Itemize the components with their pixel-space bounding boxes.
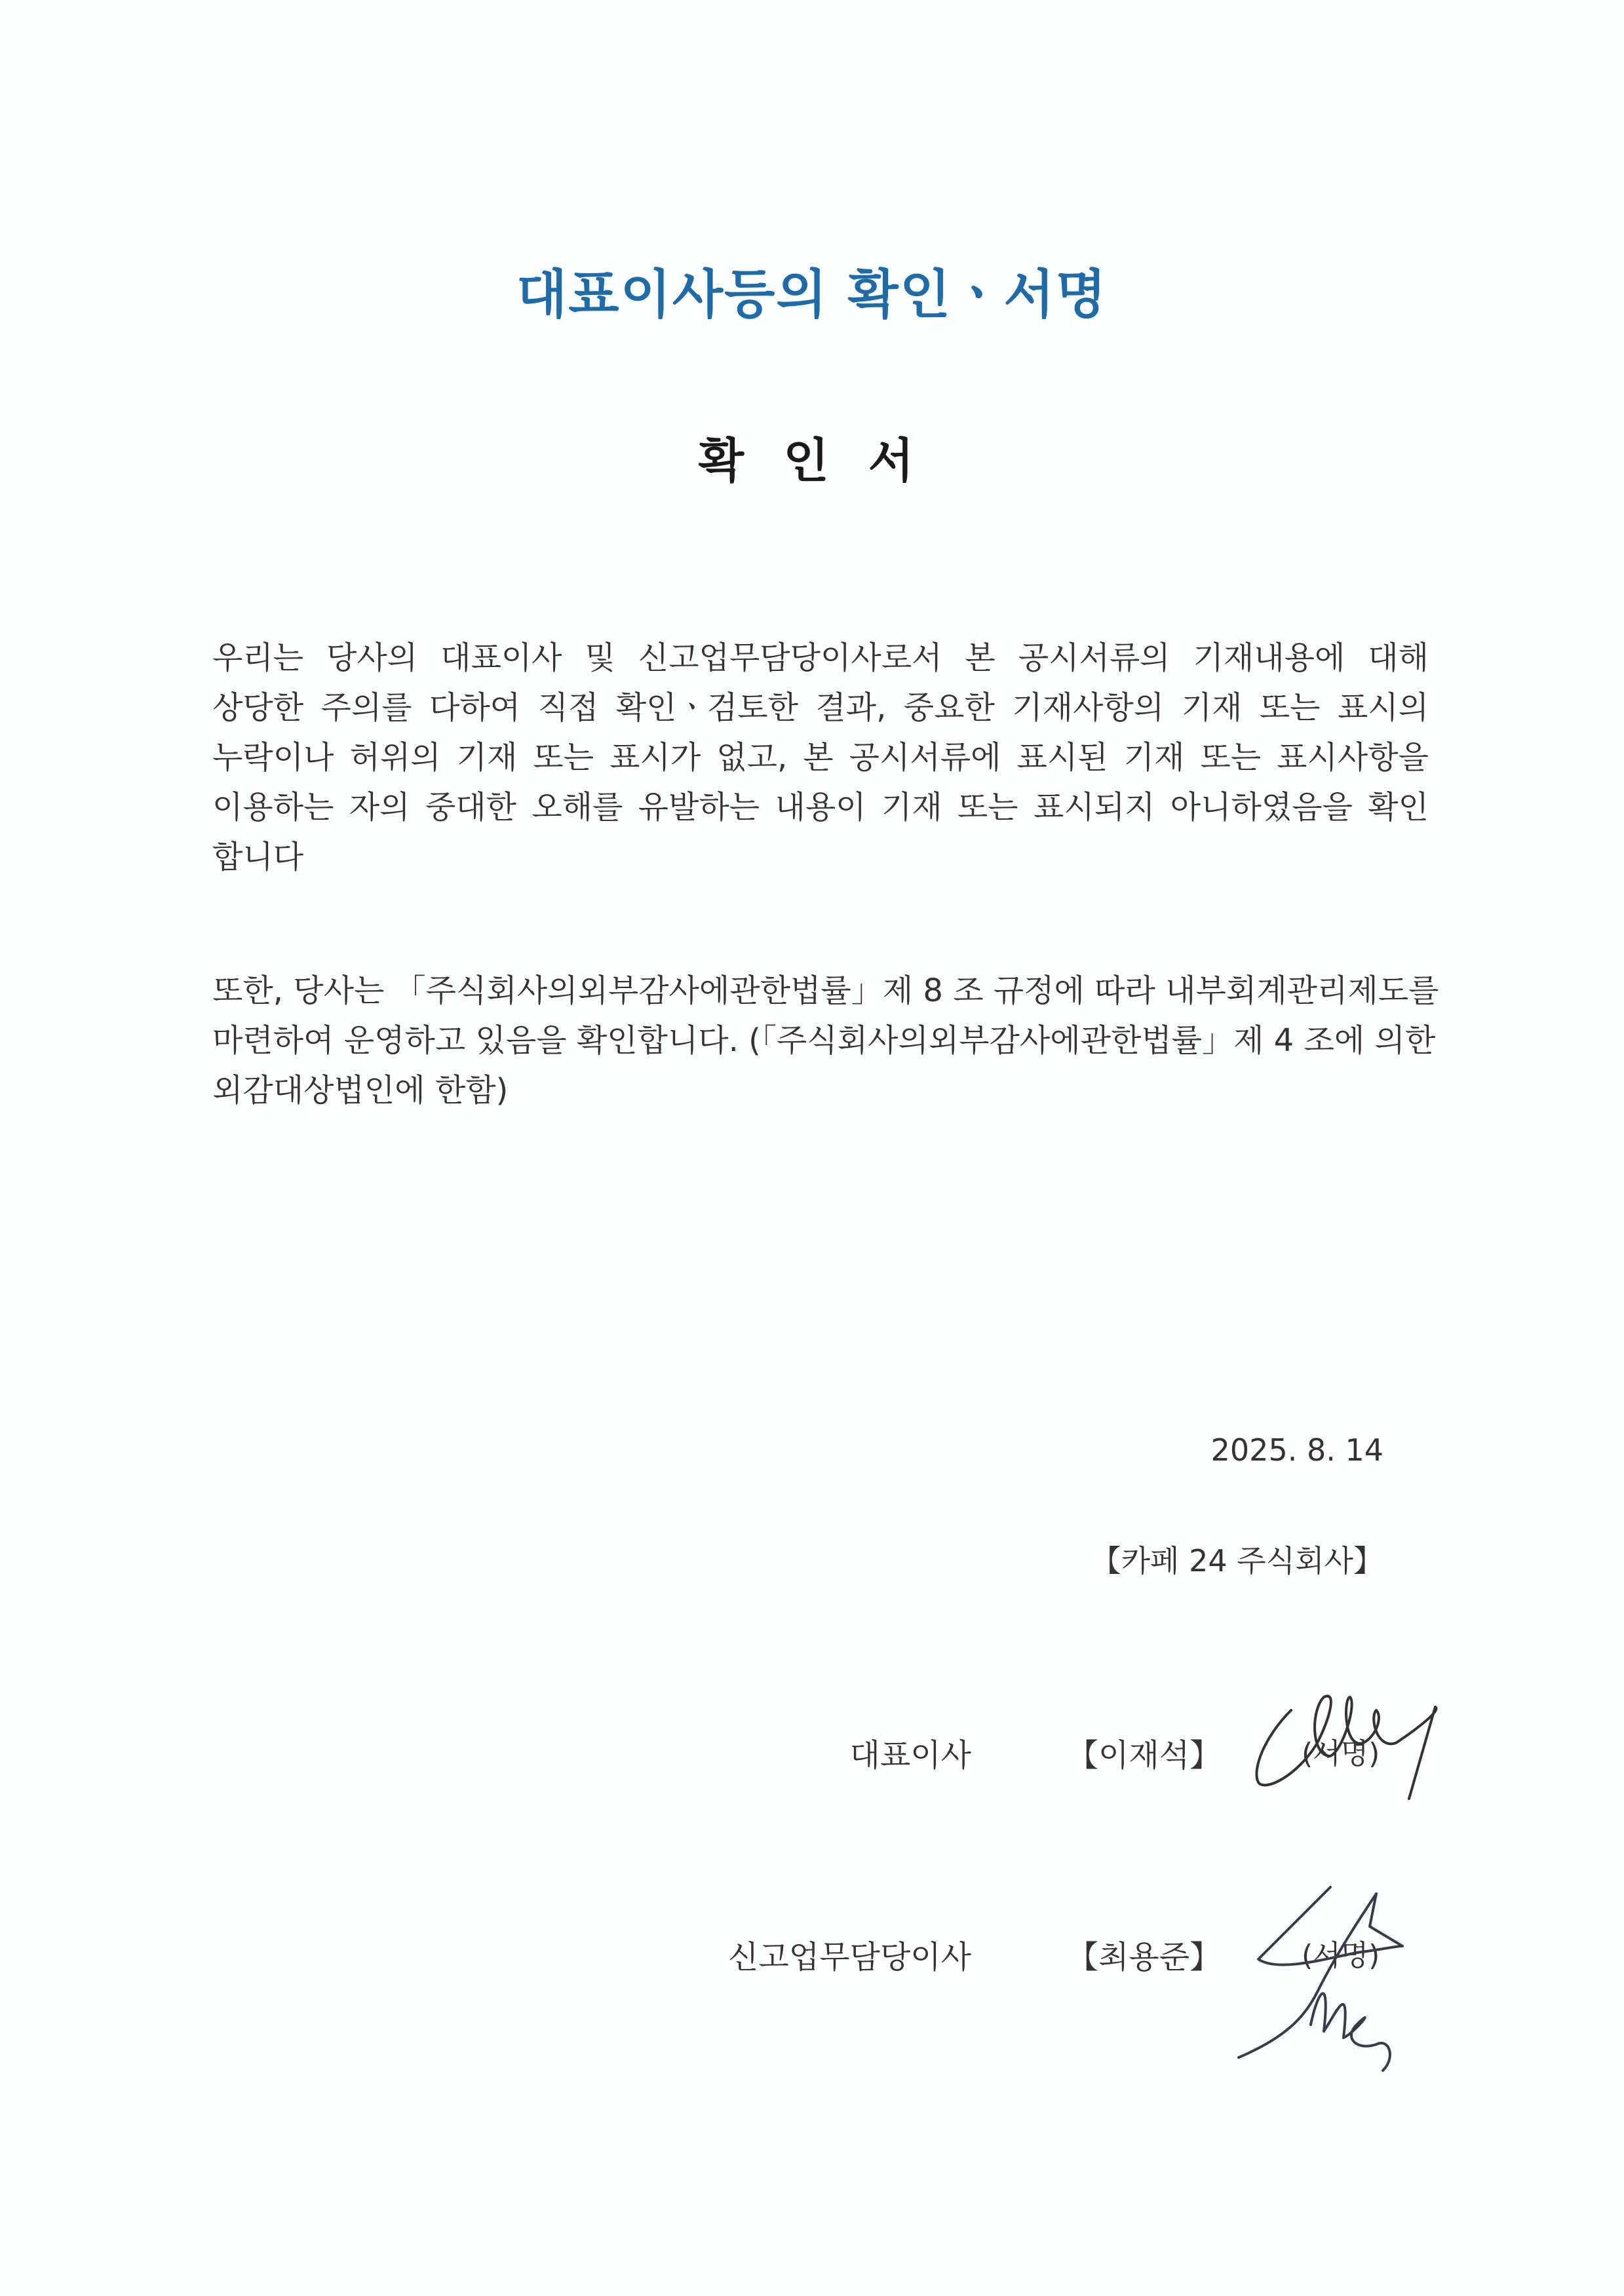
document-date: 2025. 8. 14 — [1210, 1432, 1383, 1468]
document-subtitle: 확인서 — [698, 433, 954, 488]
paragraph-line: 상당한 주의를 다하여 직접 확인ㆍ검토한 결과, 중요한 기재사항의 기재 또는 표시의 — [212, 689, 1429, 726]
confirmation-paragraph — [212, 633, 1429, 882]
paragraph-line: 외감대상법인에 한함) — [212, 1072, 509, 1109]
disclosure-officer-signature — [1232, 1874, 1429, 2077]
signatory-role-disclosure-officer: 신고업무담당이사 — [728, 1939, 971, 1976]
internal-control-paragraph — [212, 966, 1439, 1115]
paragraph-line: 마련하여 운영하고 있음을 확인합니다. (「주식회사의외부감사에관한법률」제 4 조에 의한 — [212, 1022, 1436, 1059]
paragraph-line: 우리는 당사의 대표이사 및 신고업무담당이사로서 본 공시서류의 기재내용에 대해 — [212, 640, 1429, 676]
signatory-role-ceo: 대표이사 — [849, 1737, 971, 1774]
paragraph-line: 또한, 당사는 「주식회사의외부감사에관한법률」제 8 조 규정에 따라 내부회계관리제도를 — [212, 972, 1439, 1009]
document-title: 대표이사등의 확인ㆍ서명 — [516, 264, 1108, 325]
company-name: 【카페 24 주식회사】 — [1091, 1543, 1383, 1578]
signatory-name-ceo: 【이재석】 — [1067, 1737, 1222, 1774]
sign-label-disclosure-officer: (서명) — [1302, 1939, 1380, 1972]
sign-label-ceo: (서명) — [1302, 1737, 1380, 1770]
paragraph-line: 합니다 — [212, 839, 304, 875]
paragraph-line: 이용하는 자의 중대한 오해를 유발하는 내용이 기재 또는 표시되지 아니하였음을 확인 — [212, 789, 1429, 826]
signatory-name-disclosure-officer: 【최용준】 — [1067, 1939, 1222, 1976]
paragraph-line: 누락이나 허위의 기재 또는 표시가 없고, 본 공시서류에 표시된 기재 또는 표시사항을 — [212, 739, 1429, 776]
ceo-signature — [1245, 1677, 1455, 1802]
